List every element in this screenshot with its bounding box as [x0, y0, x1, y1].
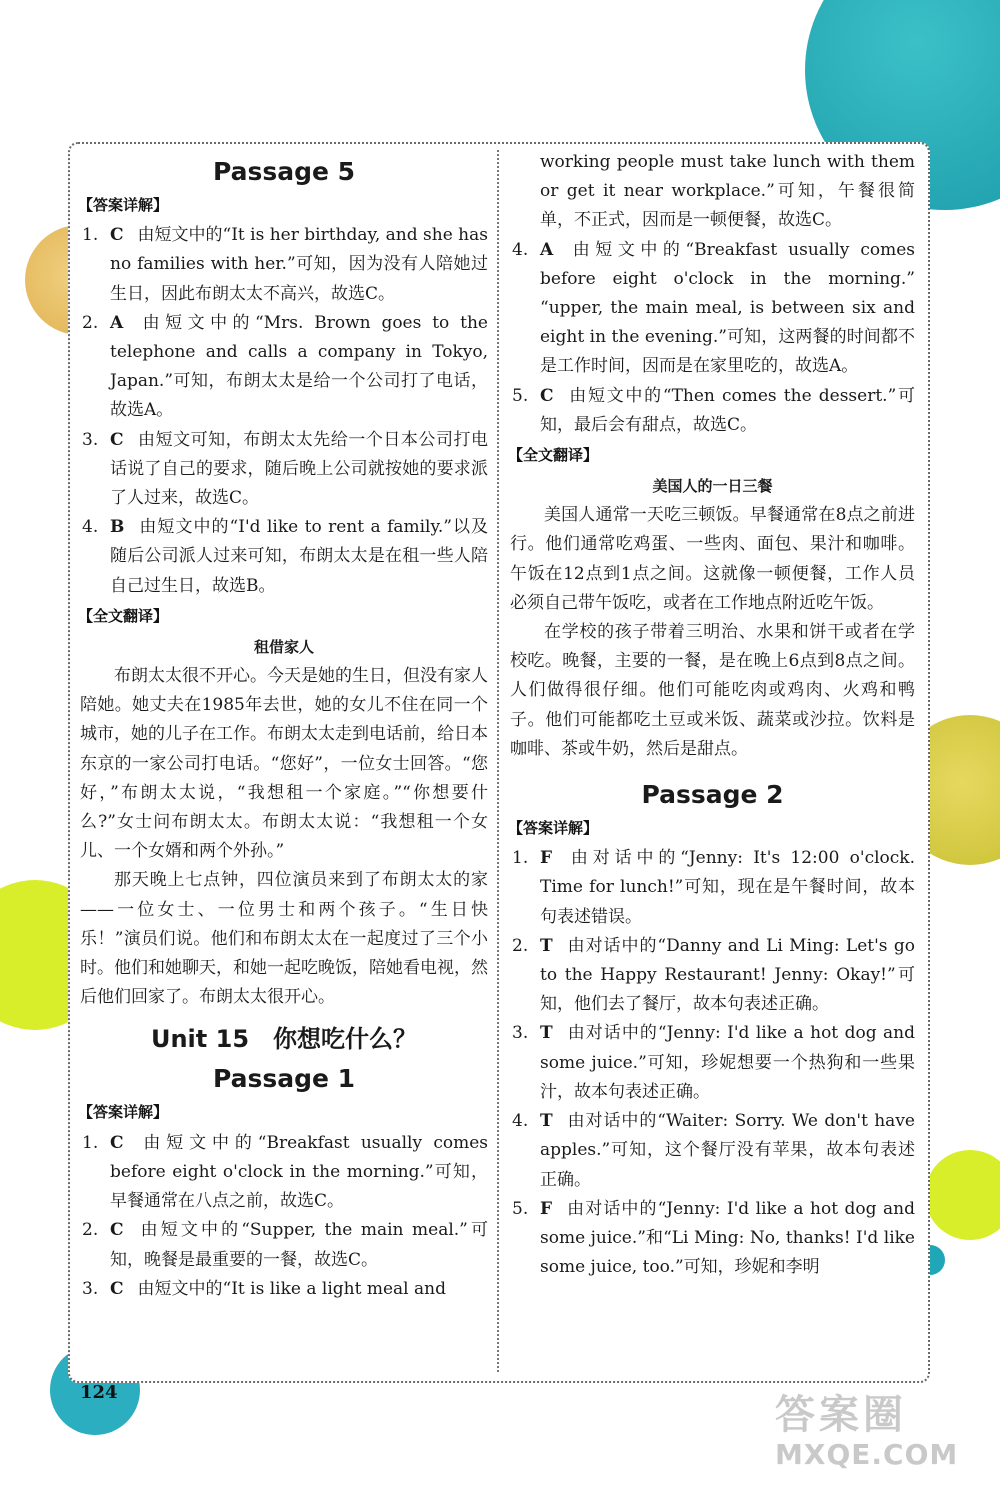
translation-title: 租借家人 — [253, 638, 314, 657]
translation-title: 美国人的一日三餐 — [652, 477, 773, 496]
passage-title: Passage 5 — [212, 157, 356, 186]
translation-tag: 【全文翻译】 — [78, 606, 169, 625]
page-number: 124 — [80, 1382, 118, 1403]
answer-item: 3. T 由对话中的“Jenny: I'd like a hot dog and some juice.”可知，珍妮想要一个热狗和一些果汁，故本句表述正确。 — [512, 1023, 915, 1102]
answer-item: 3. C 由短文中的“It is like a light meal and — [82, 1278, 446, 1299]
passage-title: Passage 2 — [641, 780, 784, 810]
answer-tag: 【答案详解】 — [78, 1103, 169, 1122]
answer-item: 2. T 由对话中的“Danny and Li Ming: Let's go to the Happy Restaurant! Jenny: Okay!”可知，他们去了餐厅，故本句表述正确。 — [512, 935, 915, 1015]
answer-item: 5. C 由短文中的“Then comes the dessert.”可知，最后会有甜点，故选C。 — [512, 385, 915, 435]
answer-item: 1. C 由短文中的“Breakfast usually comes before eight o'clock in the morning.”可知，早餐通常在八点之前，故选C。 — [82, 1132, 488, 1212]
right-column — [510, 148, 915, 1282]
answer-tag: 【答案详解】 — [508, 819, 599, 838]
passage-title: Passage 1 — [212, 1064, 356, 1094]
decor-circle-lime-right — [925, 1150, 1000, 1240]
answer-item: 2. A 由短文中的“Mrs. Brown goes to the telephone and calls a company in Tokyo, Japan.”可知，布朗太太是给一个公司打了电话，故选A。 — [82, 312, 488, 421]
answer-item: 4. T 由对话中的“Waiter: Sorry. We don't have apples.”可知，这个餐厅没有苹果，故本句表述正确。 — [512, 1111, 915, 1190]
watermark-logo: 答案圈 MXQE.COM — [775, 1392, 959, 1471]
answer-item: 5. F 由对话中的“Jenny: I'd like a hot dog and some juice.”和“Li Ming: No, thanks! I'd like some juice, too.”可知，珍妮和李明 — [512, 1198, 915, 1278]
continued-text: working people must take lunch with them or get it near workplace.”可知，午餐很简单，不正式，因而是一顿便餐，故选C。 — [540, 152, 915, 231]
answer-item: 4. A 由短文中的“Breakfast usually comes before eight o'clock in the morning.” “upper, the main meal, is between six and eight in the evening.”可知，这两餐的时间都不是工作时间，因而是在家里吃的，故选A。 — [512, 239, 915, 377]
answer-item: 3. C 由短文可知，布朗太太先给一个日本公司打电话说了自己的要求，随后晚上公司就按她的要求派了人过来，故选C。 — [82, 429, 488, 509]
answer-item: 4. B 由短文中的“I'd like to rent a family.”以及随后公司派人过来可知，布朗太太是在租一些人陪自己过生日，故选B。 — [82, 517, 488, 596]
answer-item: 1. F 由对话中的“Jenny: It's 12:00 o'clock. Time for lunch!”可知，现在是午餐时间，故本句表述错误。 — [512, 848, 915, 927]
column-divider — [497, 150, 499, 1372]
answer-item: 2. C 由短文中的“Supper, the main meal.”可知，晚餐是最重要的一餐，故选C。 — [82, 1220, 488, 1270]
answer-item: 1. C 由短文中的“It is her birthday, and she has no families with her.”可知，因为没有人陪她过生日，因此布朗太太不高兴，故选C。 — [82, 225, 488, 304]
translation-tag: 【全文翻译】 — [508, 446, 599, 465]
translation-paragraph: 美国人通常一天吃三顿饭。早餐通常在8点之前进行。他们通常吃鸡蛋、一些肉、面包、果汁和咖啡。午饭在12点到1点之间。这就像一顿便餐，工作人员必须自己带午饭吃，或者在工作地点附近吃午饭。 — [510, 505, 915, 613]
unit-title: Unit 15 你想吃什么？ — [150, 1025, 418, 1054]
left-column — [80, 153, 488, 1304]
translation-paragraph: 布朗太太很不开心。今天是她的生日，但没有家人陪她。她丈夫在1985年去世，她的女儿不住在同一个城市，她的儿子在工作。布朗太太走到电话前，给日本东京的一家公司打电话。“您好”，一位女士回答。“您好，”布朗太太说，“我想租一个家庭。”“你想要什么?”女士问布朗太太。布朗太太说：“我想租一个女儿、一个女婿和两个外孙。” — [80, 666, 488, 862]
answer-tag: 【答案详解】 — [78, 196, 169, 214]
translation-paragraph: 那天晚上七点钟，四位演员来到了布朗太太的家——一位女士、一位男士和两个孩子。“生日快乐！”演员们说。他们和布朗太太在一起度过了三个小时。他们和她聊天，和她一起吃晚饭，陪她看电视，然后他们回家了。布朗太太很开心。 — [80, 870, 488, 1008]
translation-paragraph: 在学校的孩子带着三明治、水果和饼干或者在学校吃。晚餐，主要的一餐，是在晚上6点到8点之间。人们做得很仔细。他们可能吃肉或鸡肉、火鸡和鸭子。他们可能都吃土豆或米饭、蔬菜或沙拉。饮料是咖啡、茶或牛奶，然后是甜点。 — [510, 622, 915, 759]
